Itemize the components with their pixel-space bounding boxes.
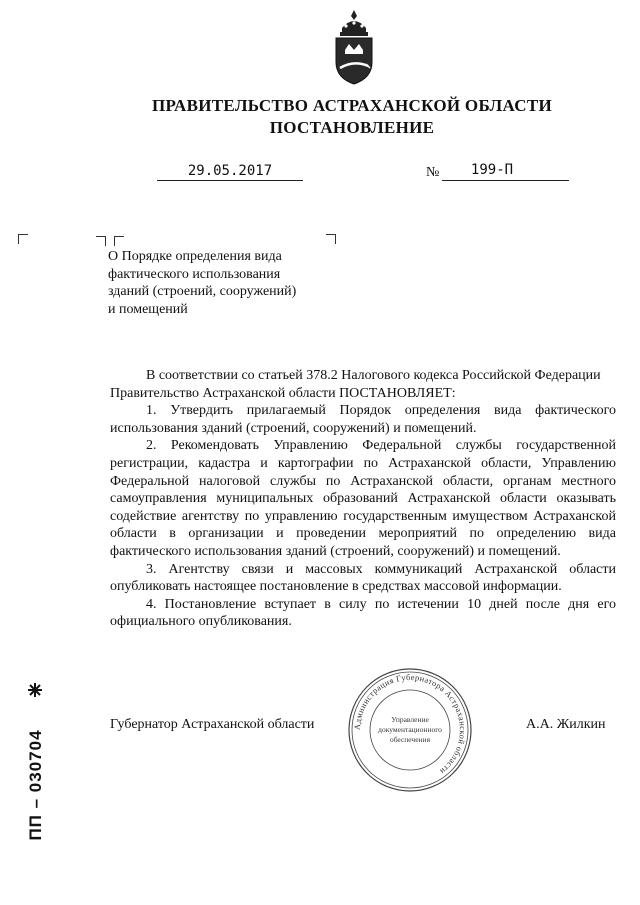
document-body [110,367,616,631]
asterisk-icon [27,682,43,698]
number-underline [442,180,569,181]
corner-mark [114,236,124,246]
government-title: ПРАВИТЕЛЬСТВО АСТРАХАНСКОЙ ОБЛАСТИ [152,96,552,115]
document-date: 29.05.2017 [187,163,273,179]
preamble: В соответствии со статьей 378.2 Налогового кодекса Российской Федерации [146,368,601,383]
document-type: ПОСТАНОВЛЕНИЕ [269,118,435,137]
subject-line: фактического использования [108,266,281,282]
signatory-name: А.А. Жилкин [526,717,606,732]
stamp-inner-line: Управление [391,715,429,724]
document-number: 199-П [470,162,514,178]
decree-item: 2. Рекомендовать Управлению Федеральной службы государственной регистрации, кадастра и картографии по Астраханской области, Управлению Федеральной налоговой службы по Астраханской области, органам местного самоуправления муниципальных образований Астраханской области оказывать содействие агентству по управлению государственным имуществом Астраханской области в организации и проведении мероприятий по определению вида фактического использования зданий (строений, сооружений) и помещений. [110,438,616,559]
signatory-title: Губернатор Астраханской области [110,717,315,732]
stamp-inner-line: обеспечения [389,735,431,744]
official-stamp [346,666,474,794]
side-code-text: ПП – 030704 [26,729,45,841]
subject-line: зданий (строений, сооружений) [108,284,297,299]
decree-item: 3. Агентству связи и массовых коммуникаций Астраханской области опубликовать настоящее постановление в средствах массовой информации. [110,561,616,595]
decree-item: 1. Утвердить прилагаемый Порядок определения вида фактического использования зданий (строений, сооружений) и помещений. [110,403,616,436]
date-underline [157,180,303,181]
decree-item: 4. Постановление вступает в силу по истечении 10 дней после дня его официального опубликования. [110,596,616,630]
coat-of-arms-icon [328,8,380,86]
corner-mark [96,236,106,246]
stamp-outer-text: Администрация Губернатора Астраханской области [352,672,468,777]
corner-mark [326,234,336,244]
number-sign: № [426,165,440,180]
stamp-inner-line: документационного [378,725,442,734]
corner-mark [18,234,28,244]
subject-line: и помещений [108,301,188,317]
decree-line: Правительство Астраханской области ПОСТАНОВЛЯЕТ: [110,385,456,401]
document-subject [108,248,338,318]
subject-line: О Порядке определения вида [108,249,282,264]
side-registration-code [16,690,56,880]
